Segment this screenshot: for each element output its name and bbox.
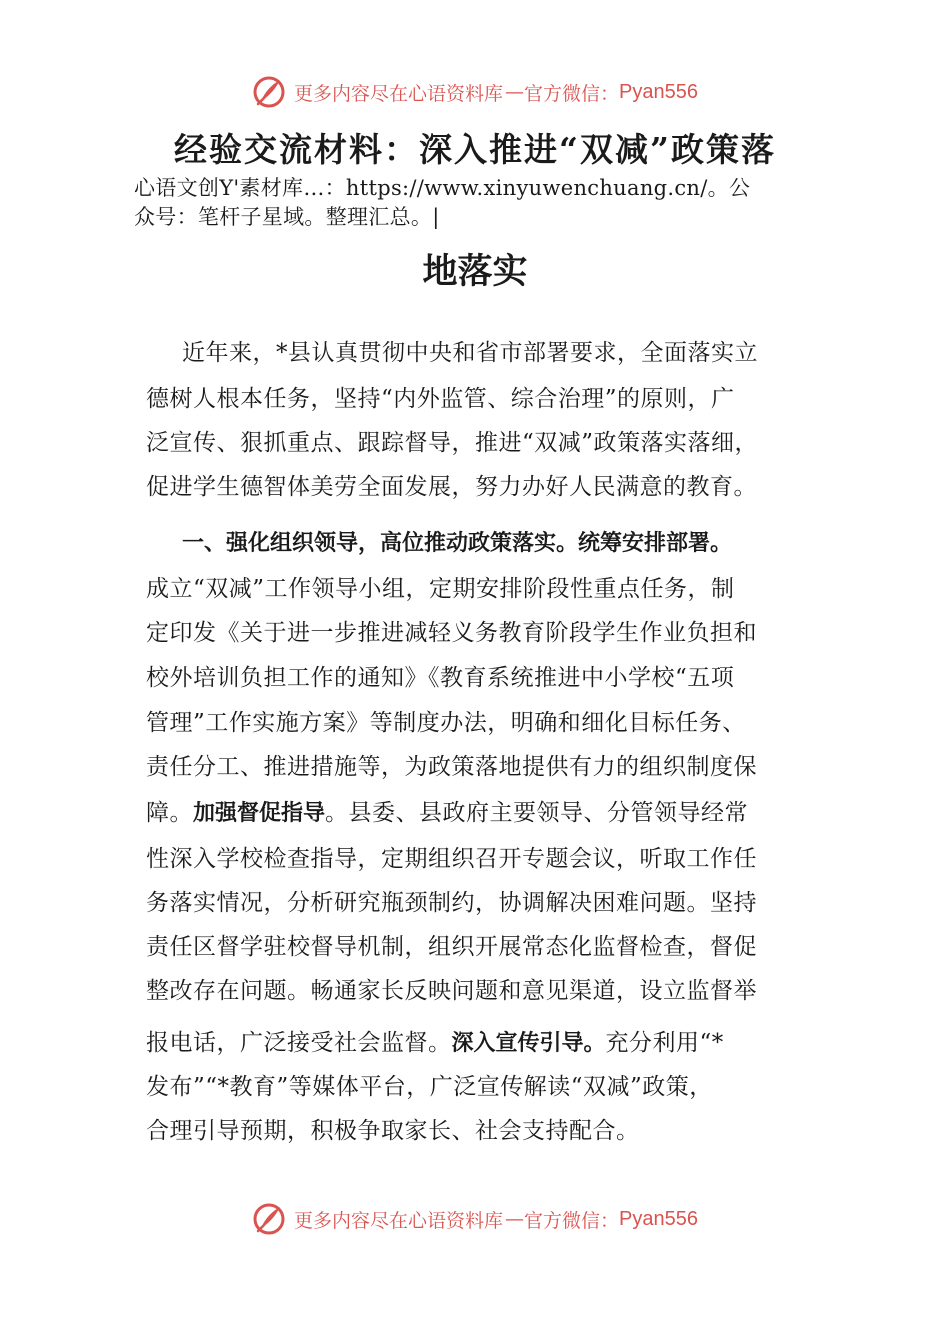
line-prefix: 障。 — [146, 800, 193, 826]
watermark-line: 众号：笔杆子星域。整理汇总。| — [134, 205, 440, 229]
body-line: 成立“双减”工作领导小组，定期安排阶段性重点任务，制 — [146, 576, 735, 602]
watermark-line: 心语文创Y'素材库…：https://www.xinyuwenchuang.cn/。公 — [134, 176, 751, 200]
body-line: 定印发《关于进一步推进减轻义务教育阶段学生作业负担和 — [146, 620, 757, 646]
body-line: 促进学生德智体美劳全面发展，努力办好人民满意的教育。 — [146, 474, 757, 500]
body-line: 务落实情况，分析研究瓶颈制约，协调解决困难问题。坚持 — [146, 890, 757, 916]
line-rest: 。县委、县政府主要领导、分管领导经常 — [325, 800, 749, 826]
quill-pen-icon — [252, 75, 286, 109]
header-banner — [0, 70, 950, 114]
line-prefix: 报电话，广泛接受社会监督。 — [146, 1030, 452, 1056]
watermark-text — [134, 174, 854, 232]
footer-banner — [0, 1197, 950, 1241]
banner-wechat-id: Pyan556 — [619, 1207, 698, 1230]
body-line-with-subheading — [146, 794, 748, 827]
body-line-with-subheading — [146, 1024, 724, 1057]
banner-text: 更多内容尽在心语资料库 — [294, 82, 504, 105]
banner-separator: — — [505, 81, 523, 103]
banner-separator: — — [505, 1208, 523, 1230]
banner-official: 官方微信： — [524, 82, 620, 105]
bold-subheading: 加强督促指导 — [193, 801, 326, 826]
body-line: 泛宣传、狠抓重点、跟踪督导，推进“双减”政策落实落细， — [146, 430, 759, 456]
body-line: 德树人根本任务，坚持“内外监管、综合治理”的原则，广 — [146, 386, 735, 412]
body-line: 管理”工作实施方案》等制度办法，明确和细化目标任务、 — [146, 710, 746, 736]
banner-text: 更多内容尽在心语资料库 — [294, 1209, 504, 1232]
body-line: 校外培训负担工作的通知》《教育系统推进中小学校“五项 — [146, 665, 735, 691]
document-title-line1: 经验交流材料：深入推进“双减”政策落 — [174, 130, 776, 169]
bold-subheading: 深入宣传引导。 — [451, 1031, 606, 1056]
body-line: 整改存在问题。畅通家长反映问题和意见渠道，设立监督举 — [146, 978, 757, 1004]
body-line: 性深入学校检查指导，定期组织召开专题会议，听取工作任 — [146, 846, 757, 872]
document-title-line2: 地落实 — [422, 251, 528, 292]
line-rest: 充分利用“* — [605, 1030, 724, 1056]
body-line: 近年来，*县认真贯彻中央和省市部署要求，全面落实立 — [182, 340, 758, 366]
bold-heading: 一、强化组织领导，高位推动政策落实。统筹安排部署。 — [182, 531, 733, 556]
quill-pen-icon — [252, 1202, 286, 1236]
body-line: 发布”“*教育”等媒体平台，广泛宣传解读“双减”政策， — [146, 1074, 713, 1100]
banner-wechat-id: Pyan556 — [619, 80, 698, 103]
body-line: 责任区督学驻校督导机制，组织开展常态化监督检查，督促 — [146, 934, 757, 960]
section-heading — [182, 526, 732, 557]
body-line: 合理引导预期，积极争取家长、社会支持配合。 — [146, 1118, 640, 1144]
banner-official: 官方微信： — [524, 1209, 620, 1232]
body-line: 责任分工、推进措施等，为政策落地提供有力的组织制度保 — [146, 754, 757, 780]
